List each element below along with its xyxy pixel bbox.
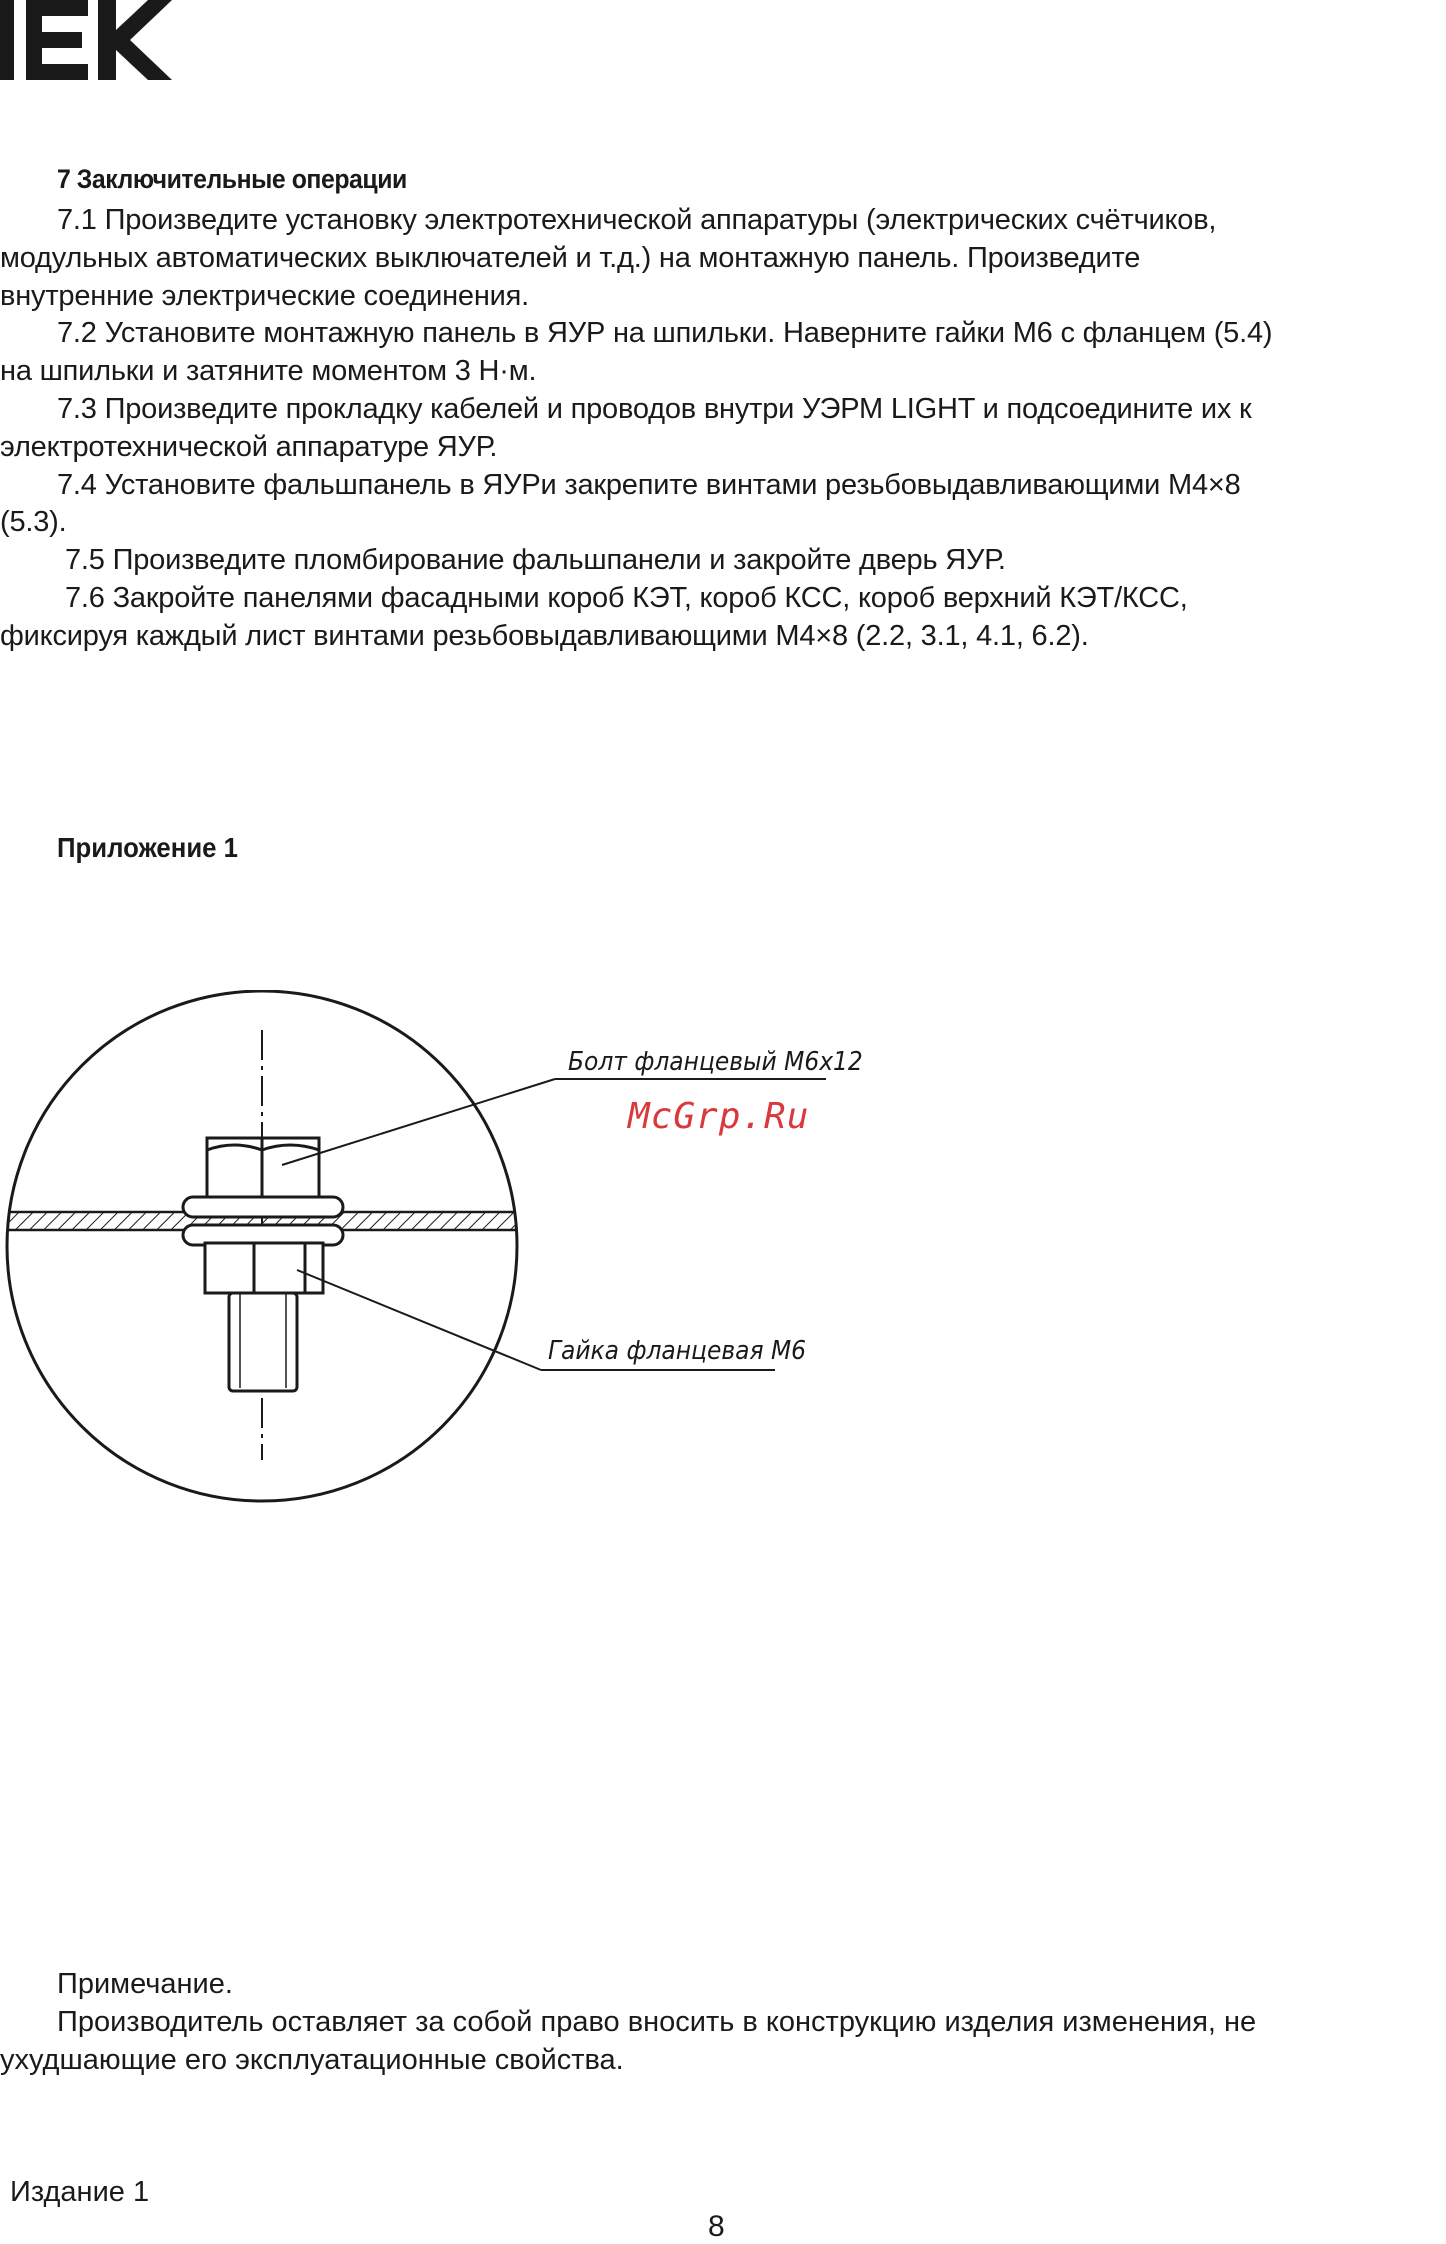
- bolt-flange: [183, 1197, 343, 1217]
- nut-callout: Гайка фланцевая М6: [548, 1336, 807, 1366]
- text-line: фиксируя каждый лист винтами резьбовыдавливающими М4×8 (2.2, 3.1, 4.1, 6.2).: [0, 619, 1089, 652]
- text-line: 7.4 Установите фальшпанель в ЯУРи закрепите винтами резьбовыдавливающими М4×8: [57, 468, 1241, 501]
- page-number: 8: [708, 2210, 725, 2243]
- text-line: 7.2 Установите монтажную панель в ЯУР на шпильки. Наверните гайки М6 с фланцем (5.4): [57, 317, 1273, 350]
- paragraph-7-1: [0, 202, 1446, 315]
- section-title: 7 Заключительные операции: [57, 164, 407, 194]
- bolt-callout: Болт фланцевый М6х12: [568, 1047, 863, 1077]
- text-line: 7.6 Закройте панелями фасадными короб КЭТ, короб КСС, короб верхний КЭТ/КСС,: [65, 581, 1188, 614]
- text-line: 7.5 Произведите пломбирование фальшпанели и закройте дверь ЯУР.: [65, 544, 1006, 577]
- paragraph-7-6: [0, 580, 1446, 656]
- text-line: 7.1 Произведите установку электротехнической аппаратуры (электрических счётчиков,: [57, 204, 1217, 236]
- note-block: [0, 1965, 1446, 2079]
- appendix-title: Приложение 1: [57, 832, 238, 863]
- iek-logo: [0, 0, 172, 80]
- watermark: McGrp.Ru: [628, 1096, 810, 1137]
- note-heading: Примечание.: [57, 1968, 233, 2000]
- text-line: 7.3 Произведите прокладку кабелей и проводов внутри УЭРМ LIGHT и подсоедините их к: [57, 392, 1252, 425]
- nut-leader: [297, 1270, 541, 1370]
- section-body: [0, 202, 1446, 656]
- paragraph-7-2: [0, 315, 1446, 391]
- bolt-head: [207, 1138, 319, 1200]
- bolt-assembly-diagram: [0, 990, 900, 1530]
- nut: [205, 1243, 323, 1293]
- edition-label: Издание 1: [10, 2176, 150, 2208]
- text-line: (5.3).: [0, 506, 67, 539]
- bolt-leader: [282, 1079, 555, 1165]
- paragraph-7-3: [0, 391, 1446, 467]
- text-line: на шпильки и затяните моментом 3 Н·м.: [0, 355, 537, 388]
- paragraph-7-4: [0, 467, 1446, 543]
- text-line: внутренние электрические соединения.: [0, 279, 530, 312]
- note-line: Производитель оставляет за собой право вносить в конструкцию изделия изменения, не: [57, 2006, 1257, 2038]
- note-line: ухудшающие его эксплуатационные свойства.: [0, 2044, 624, 2076]
- paragraph-7-5: [0, 542, 1446, 580]
- text-line: модульных автоматических выключателей и т.д.) на монтажную панель. Произведите: [0, 241, 1141, 274]
- text-line: электротехнической аппаратуре ЯУР.: [0, 430, 498, 463]
- bolt-shank: [229, 1293, 297, 1391]
